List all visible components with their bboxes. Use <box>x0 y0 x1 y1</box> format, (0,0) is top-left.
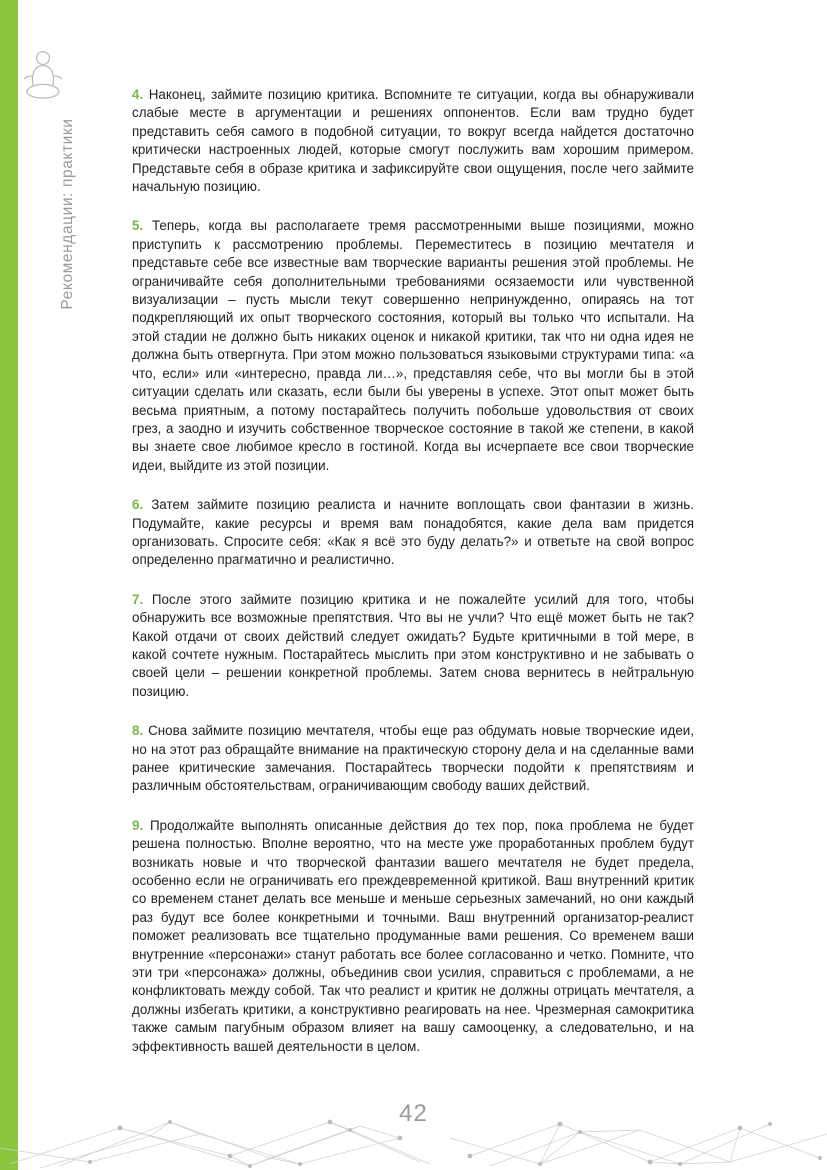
left-accent-rail <box>0 0 18 1170</box>
page-number: 42 <box>399 1100 428 1127</box>
paragraph-text: Наконец, займите позицию критика. Вспомните те ситуации, когда вы обнаруживали слабые месте в аргументации и решениях оппонентов. Если вам трудно будет представить себя самого в подобной ситуации, то вокруг всегда найдется достаточно критически настроенных людей, которые смогут послужить вам хорошим примером. Представьте себя в образе критика и зафиксируйте свои ощущения, после чего займите начальную позицию. <box>132 87 694 195</box>
meditating-figure-icon <box>20 48 66 104</box>
paragraph-text: Теперь, когда вы располагаете тремя рассмотренными выше позициями, можно приступить к рассмотрению проблемы. Переместитесь в позицию мечтателя и представьте себе все известные вам творческие варианты решения этой проблемы. Не ограничивайте себя дополнительными требованиями осязаемости или чувственной визуализации – пусть мысли текут совершенно непринужденно, опираясь на тот подкрепляющий их опыт творческого состояния, который вы только что испытали. На этой стадии не должно быть никаких оценок и никакой критики, так что ни одна идея не должна быть отвергнута. При этом можно пользоваться языковыми структурами типа: «а что, если» или «интересно, правда ли…», представляя себе, что вы могли бы в этой ситуации сделать или сказать, если были бы уверены в успехе. Этот опыт может быть весьма приятным, а потому постарайтесь получить побольше удовольствия от своих грез, а заодно и изучить собственное творческое состояние в такой же степени, в какой вы знаете свое любимое кресло в гостиной. Когда вы исчерпаете все свои творческие идеи, выйдите из этой позиции. <box>132 218 694 473</box>
paragraph-7 <box>132 591 694 701</box>
page-footer <box>0 1078 827 1170</box>
paragraph-6 <box>132 496 694 570</box>
paragraph-9 <box>132 817 694 1056</box>
paragraph-8 <box>132 722 694 796</box>
paragraph-number: 4. <box>132 87 144 102</box>
paragraph-number: 8. <box>132 723 144 739</box>
paragraph-text: Снова займите позицию мечтателя, чтобы еще раз обдумать новые творческие идеи, но на этот раз обращайте внимание на практическую сторону дела и на сделанные вами ранее критические замечания. Постарайтесь творчески подойти к препятствиям и различным обстоятельствам, ограничивающим свободу ваших действий. <box>132 723 694 794</box>
document-body <box>132 86 694 1056</box>
paragraph-number: 5. <box>132 218 144 234</box>
chapter-label: Рекомендации: практики <box>59 118 76 310</box>
paragraph-number: 6. <box>132 497 144 513</box>
paragraph-number: 9. <box>132 817 144 833</box>
paragraph-text: После этого займите позицию критика и не пожалейте усилий для того, чтобы обнаружить все возможные препятствия. Что вы не учли? Что ещё может быть не так? Какой отдачи от своих действий следует ожидать? Будьте критичными в той мере, в какой сочтете нужным. Постарайтесь мыслить при этом конструктивно и не забывать о своей цели – решении конкретной проблемы. Затем снова вернитесь в нейтральную позицию. <box>132 591 694 699</box>
paragraph-5 <box>132 217 694 475</box>
paragraph-number: 7. <box>132 591 144 607</box>
paragraph-text: Продолжайте выполнять описанные действия до тех пор, пока проблема не будет решена полностью. Вполне вероятно, что на месте уже проработанных проблем будут возникать новые и что творческой фантазии вашего мечтателя не будет предела, особенно если не ограничивать его преждевременной критикой. Ваш внутренний критик со временем станет делать все меньше и меньше серьезных замечаний, но они каждый раз будут все более конкретными и точными. Ваш внутренний организатор-реалист поможет реализовать все тщательно продуманные вами решения. Со временем ваши внутренние «персонажи» станут работать все более согласованно и четко. Помните, что эти три «персонажа» должны, объединив свои усилия, справиться с проблемами, а не конфликтовать между собой. Так что реалист и критик не должны отрицать мечтателя, а должны избегать критики, а конструктивно реагировать на нее. Чрезмерная самокритика также самым пагубным образом влияет на вашу самооценку, а следовательно, и на эффективность вашей деятельности в целом. <box>132 817 694 1054</box>
paragraph-4 <box>132 86 694 196</box>
paragraph-text: Затем займите позицию реалиста и начните воплощать свои фантазии в жизнь. Подумайте, какие ресурсы и время вам понадобятся, какие дела вам придется организовать. Спросите себя: «Как я всё это буду делать?» и ответьте на свой вопрос определенно прагматично и реалистично. <box>132 497 694 568</box>
